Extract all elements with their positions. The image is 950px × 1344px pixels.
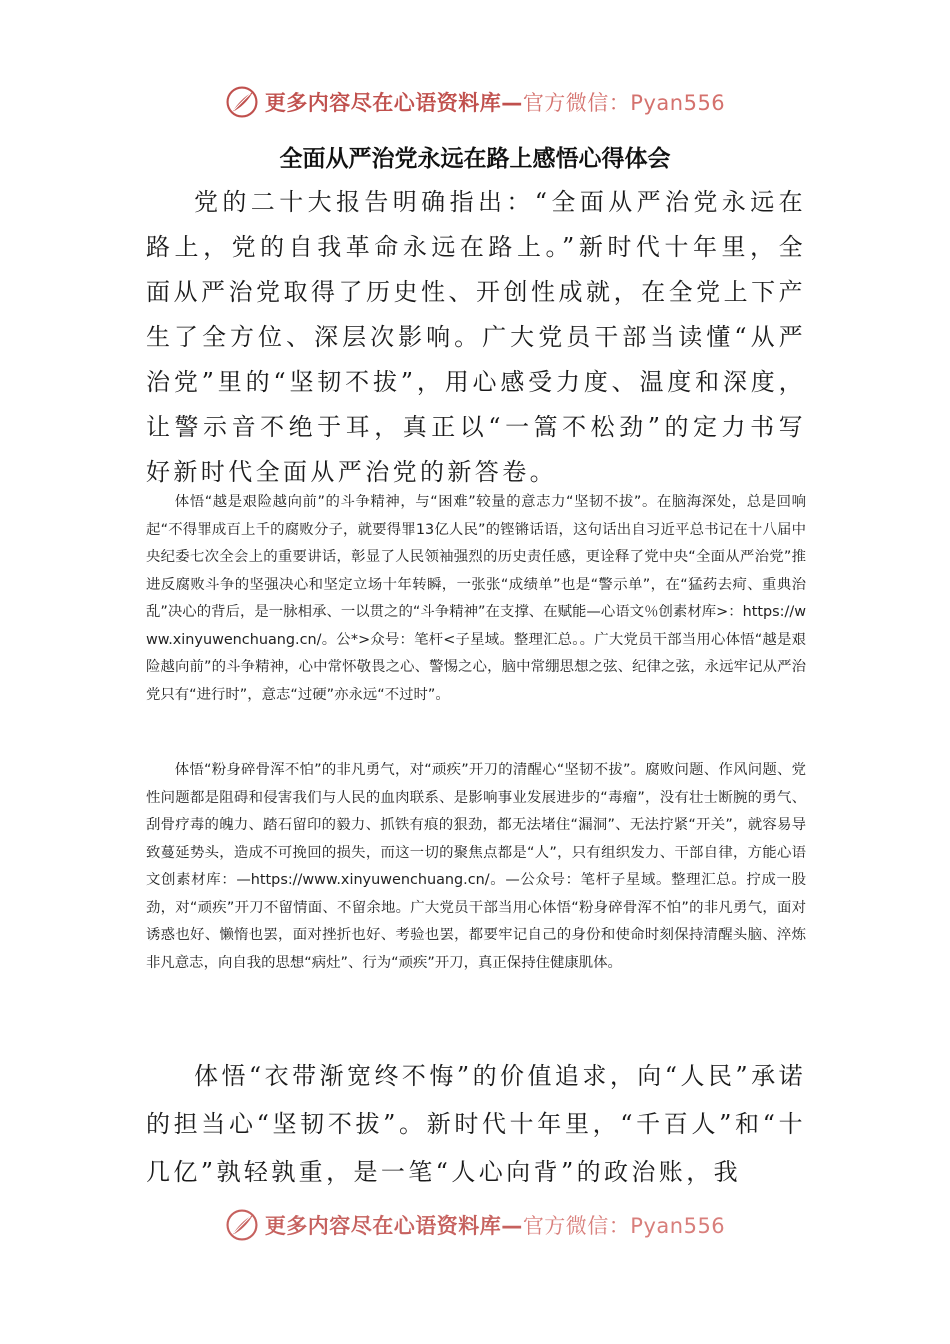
feather-quill-logo-icon bbox=[225, 1208, 259, 1242]
banner-wechat-text: 官方微信：Pyan556 bbox=[522, 1214, 726, 1238]
banner-wechat-text: 官方微信：Pyan556 bbox=[522, 91, 726, 115]
paragraph-struggle-spirit: 体悟“越是艰险越向前”的斗争精神，与“困难”较量的意志力“坚韧不拔”。在脑海深处，总是回响起“不得罪成百上千的腐败分子，就要得罪13亿人民”的铿锵话语，这句话出自习近平总书记在十八届中央纪委七次全会上的重要讲话，彰显了人民领袖强烈的历史责任感，更诠释了党中央“全面从严治党”推进反腐败斗争的坚强决心和坚定立场十年转瞬，一张张“成绩单”也是“警示单”，在“猛药去疴、重典治乱”决心的背后，是一脉相承、一以贯之的“斗争精神”在支撑、在赋能—心语文％创素材库>：https://www.xinyuwenchuang.cn/。公*>众号：笔杆<子星域。整理汇总。。广大党员干部当用心体悟“越是艰险越向前”的斗争精神，心中常怀敬畏之心、警惕之心，脑中常绷思想之弦、纪律之弦，永远牢记从严治党只有“进行时”，意志“过硬”亦永远“不过时”。 bbox=[146, 494, 806, 703]
banner-main-text: 更多内容尽在心语资料库— bbox=[264, 91, 523, 115]
document-title: 全面从严治党永远在路上感悟心得体会 bbox=[279, 146, 671, 172]
paragraph-value-pursuit: 体悟“衣带渐宽终不悔”的价值追求，向“人民”承诺的担当心“坚韧不拔”。新时代十年里，“千百人”和“十几亿”孰轻孰重，是一笔“人心向背”的政治账，我 bbox=[146, 1062, 806, 1186]
banner-text bbox=[265, 1210, 725, 1240]
banner-main-text: 更多内容尽在心语资料库— bbox=[264, 1214, 523, 1238]
feather-quill-logo-icon bbox=[225, 85, 259, 119]
paragraph-intro: 党的二十大报告明确指出：“全面从严治党永远在路上，党的自我革命永远在路上。”新时代十年里，全面从严治党取得了历史性、开创性成就，在全党上下产生了全方位、深层次影响。广大党员干部当读懂“从严治党”里的“坚韧不拔”，用心感受力度、温度和深度，让警示音不绝于耳，真正以“一篙不松劲”的定力书写好新时代全面从严治党的新答卷。 bbox=[146, 188, 806, 486]
paragraph-courage: 体悟“粉身碎骨浑不怕”的非凡勇气，对“顽疾”开刀的清醒心“坚韧不拔”。腐败问题、作风问题、党性问题都是阻碍和侵害我们与人民的血肉联系、是影响事业发展进步的“毒瘤”，没有壮士断腕的勇气、刮骨疗毒的魄力、踏石留印的毅力、抓铁有痕的狠劲，都无法堵住“漏洞”、无法拧紧“开关”，就容易导致蔓延势头，造成不可挽回的损失，而这一切的聚焦点都是“人”，只有组织发力、干部自律，方能心语文创素材库：—https://www.xinyuwenchuang.cn/。—公众号：笔杆子星域。整理汇总。拧成一股劲，对“顽疾”开刀不留情面、不留余地。广大党员干部当用心体悟“粉身碎骨浑不怕”的非凡勇气，面对诱惑也好、懒惰也罢，面对挫折也好、考验也罢，都要牢记自己的身份和使命时刻保持清醒头脑、淬炼非凡意志，向自我的思想“病灶”、行为“顽疾”开刀，真正保持住健康肌体。 bbox=[146, 762, 806, 971]
footer-banner bbox=[0, 1205, 950, 1245]
header-banner bbox=[0, 82, 950, 122]
banner-text bbox=[265, 87, 725, 117]
